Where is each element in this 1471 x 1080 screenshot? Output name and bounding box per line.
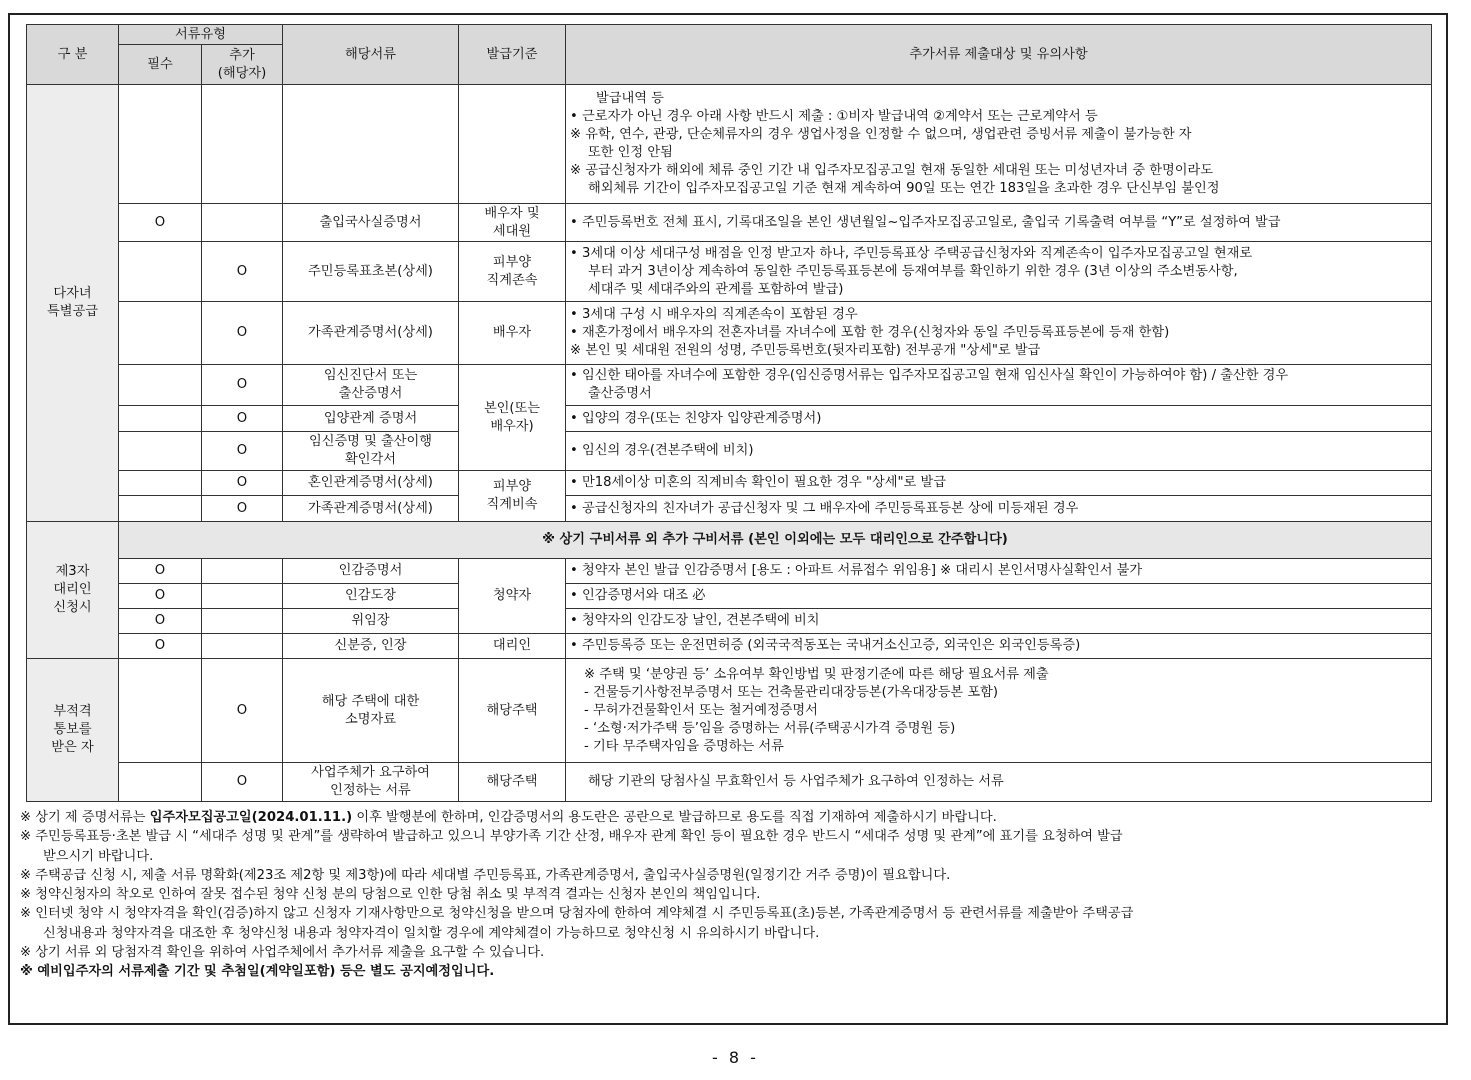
header-category: 구 분 — [27, 25, 119, 85]
category-third-party: 제3자 대리인 신청시 — [27, 522, 119, 659]
third-party-banner: ※ 상기 구비서류 외 추가 구비서류 (본인 이외에는 모두 대리인으로 간주합니다) — [119, 522, 1432, 559]
header-document: 해당서류 — [283, 25, 459, 85]
table-row: O 사업주체가 요구하여 인정하는 서류 해당주택 해당 기관의 당첨사실 무효확인서 등 사업주체가 요구하여 인정하는 서류 — [27, 763, 1432, 802]
table-row: O 입양관계 증명서 • 입양의 경우(또는 친양자 입양관계증명서) — [27, 406, 1432, 432]
table-row: O 주민등록표초본(상세) 피부양 직계존속 • 3세대 이상 세대구성 배점을 인정 받고자 하나, 주민등록표상 주택공급신청자와 직계존속이 입주자모집공고일 현재로 부터 과거 3년이상 계속하여 동일한 주민등록표등본에 등재여부를 확인하기 위한 경우 (3년 이상의 주소변동사항, 세대주 및 세대주와의 관계를 포함하여 발급) — [27, 242, 1432, 302]
category-ineligible: 부적격 통보를 받은 자 — [27, 659, 119, 802]
header-notes: 추가서류 제출대상 및 유의사항 — [566, 25, 1432, 85]
table-row: O 가족관계증명서(상세) • 공급신청자의 친자녀가 공급신청자 및 그 배우자에 주민등록표등본 상에 미등재된 경우 — [27, 496, 1432, 522]
header-issue-basis: 발급기준 — [459, 25, 566, 85]
footnote: ※ 주민등록표등·초본 발급 시 “세대주 성명 및 관계”를 생략하여 발급하고 있으니 부양가족 기간 산정, 배우자 관계 확인 등이 필요한 경우 반드시 “세대주 성명 및 관계”에 표기를 요청하여 발급 — [20, 829, 1123, 845]
table-row: O 인감증명서 청약자 • 청약자 본인 발급 인감증명서 [용도 : 아파트 서류접수 위임용] ※ 대리시 본인서명사실확인서 불가 — [27, 559, 1432, 584]
footnote-continued: 신청내용과 청약자격을 대조한 후 청약신청 내용과 청약자격이 일치할 경우에 계약체결이 가능하므로 청약신청 시 유의하시기 바랍니다. — [43, 925, 820, 941]
footnotes — [20, 808, 1445, 982]
header-doc-type: 서류유형 — [119, 25, 283, 45]
table-row: O 임신증명 및 출산이행 확인각서 • 임신의 경우(견본주택에 비치) — [27, 432, 1432, 471]
footnote: ※ 상기 제 증명서류는 입주자모집공고일(2024.01.11.) 이후 발행분에 한하며, 인감증명서의 용도란은 공란으로 발급하므로 용도를 직접 기재하여 제출하시기 바랍니다. — [20, 810, 997, 825]
footnote: ※ 상기 서류 외 당첨자격 확인을 위하여 사업주체에서 추가서류 제출을 요구할 수 있습니다. — [20, 945, 545, 961]
page-number: - 8 - — [712, 1048, 759, 1067]
table-row: O 혼인관계증명서(상세) 피부양 직계비속 • 만18세이상 미혼의 직계비속 확인이 필요한 경우 "상세"로 발급 — [27, 471, 1432, 496]
table-row: O 위임장 • 청약자의 인감도장 날인, 견본주택에 비치 — [27, 609, 1432, 634]
row0-notes: 발급내역 등 • 근로자가 아닌 경우 아래 사항 반드시 제출 : ①비자 발급내역 ②계약서 또는 근로계약서 등 ※ 유학, 연수, 관광, 단순체류자의 경우 생업사정을 인정할 수 없으며, 생업관련 증빙서류 제출이 불가능한 자 또한 인정 안됨 ※ 공급신청자가 해외에 체류 중인 기간 내 입주자모집공고일 현재 동일한 세대원 또는 미성년자녀 중 한명이라도 해외체류 기간이 입주자모집공고일 기준 현재 계속하여 90일 또는 연간 183일을 초과한 경우 단신부임 불인정 — [566, 85, 1432, 204]
category-multi-child: 다자녀 특별공급 — [27, 85, 119, 522]
footnote-bold: ※ 예비입주자의 서류제출 기간 및 추첨일(계약일포함) 등은 별도 공지예정입니다. — [20, 964, 495, 980]
document-frame — [8, 13, 1448, 1025]
table-row: O 출입국사실증명서 배우자 및 세대원 • 주민등록번호 전체 표시, 기록대조일을 본인 생년월일~입주자모집공고일로, 출입국 기록출력 여부를 “Y”로 설정하여 발급 — [27, 204, 1432, 242]
footnote: ※ 청약신청자의 착오로 인하여 잘못 접수된 청약 신청 분의 당첨으로 인한 당첨 취소 및 부적격 결과는 신청자 본인의 책임입니다. — [20, 887, 761, 903]
table-row: O 임신진단서 또는 출산증명서 본인(또는 배우자) • 임신한 태아를 자녀수에 포함한 경우(임신증명서류는 입주자모집공고일 현재 임신사실 확인이 가능하여야 함) / 출산한 경우 출산증명서 — [27, 365, 1432, 406]
table-row: O 인감도장 • 인감증명서와 대조 必 — [27, 584, 1432, 609]
table-row: O 신분증, 인장 대리인 • 주민등록증 또는 운전면허증 (외국국적동포는 국내거소신고증, 외국인은 외국인등록증) — [27, 634, 1432, 659]
footnote-continued: 받으시기 바랍니다. — [43, 848, 154, 864]
footnote: ※ 인터넷 청약 시 청약자격을 확인(검증)하지 않고 신청자 기재사항만으로 청약신청을 받으며 당첨자에 한하여 계약체결 시 주민등록표(초)등본, 가족관계증명서 등 관련서류를 제출받아 주택공급 — [20, 906, 1134, 922]
header-required: 필수 — [119, 45, 202, 85]
table-row: 부적격 통보를 받은 자 O 해당 주택에 대한 소명자료 해당주택 ※ 주택 및 ‘분양권 등’ 소유여부 확인방법 및 판정기준에 따른 해당 필요서류 제출 - 건물등기사항전부증명서 또는 건축물관리대장등본(가옥대장등본 포함) - 무허가건물확인서 또는 철거예정증명서 - ‘소형·저가주택 등’임을 증명하는 서류(주택공시가격 증명원 등) - 기타 무주택자임을 증명하는 서류 — [27, 659, 1432, 763]
footnote: ※ 주택공급 신청 시, 제출 서류 명확화(제23조 제2항 및 제3항)에 따라 세대별 주민등록표, 가족관계증명서, 출입국사실증명원(일정기간 거주 증명)이 필요합니다. — [20, 867, 951, 883]
table-row: O 가족관계증명서(상세) 배우자 • 3세대 구성 시 배우자의 직계존속이 포함된 경우 • 재혼가정에서 배우자의 전혼자녀를 자녀수에 포함 한 경우(신청자와 동일 주민등록표등본에 등재 한함) ※ 본인 및 세대원 전원의 성명, 주민등록번호(뒷자리포함) 전부공개 "상세"로 발급 — [27, 302, 1432, 365]
header-additional: 추가 (해당자) — [202, 45, 283, 85]
required-documents-table — [26, 24, 1432, 802]
